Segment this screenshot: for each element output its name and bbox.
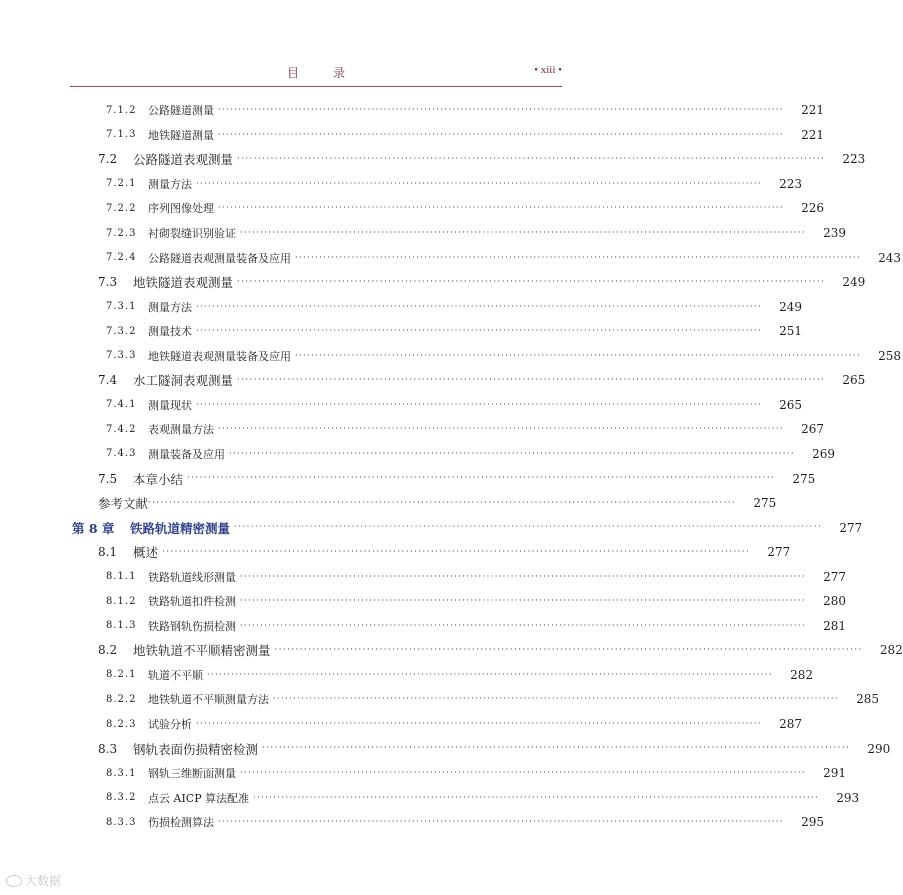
toc-entry[interactable] — [0, 294, 803, 319]
toc-entry-number: 7.3.3 — [106, 350, 137, 362]
toc-entry-title: 钢轨三维断面测量 — [148, 767, 236, 781]
toc-entry-page: 265 — [842, 373, 866, 388]
toc-entry-page: 277 — [767, 545, 791, 560]
toc-entry-number: 7.3.1 — [106, 301, 137, 313]
toc-entry[interactable] — [0, 172, 803, 197]
toc-entry-page: 223 — [779, 176, 803, 191]
toc-entry[interactable] — [0, 221, 847, 246]
toc-entry-title: 公路隧道表观测量 — [133, 152, 234, 168]
watermark-logo-icon — [6, 875, 22, 887]
toc-entry[interactable] — [0, 687, 880, 712]
toc-entry-number: 8.2.3 — [106, 718, 137, 730]
header-rule — [70, 86, 562, 87]
toc-dot-leader: ············································································································································ — [196, 719, 763, 728]
toc-dot-leader: ············································································································································ — [240, 228, 807, 237]
toc-dot-leader: ············································································································································ — [218, 817, 785, 827]
toc-entry[interactable] — [0, 245, 902, 270]
toc-entry-title: 公路隧道测量 — [148, 104, 214, 118]
toc-dot-leader: ············································································································································ — [162, 546, 751, 557]
watermark-text: 大数据 — [25, 874, 62, 888]
toc-entry-page: 269 — [812, 446, 836, 461]
toc-entry-title: 测量现状 — [148, 398, 192, 412]
toc-entry-title: 概述 — [133, 545, 159, 561]
toc-entry-number: 8.2 — [98, 643, 118, 658]
toc-dot-leader: ············································································································································ — [234, 522, 823, 533]
toc-entry-page: 282 — [790, 667, 814, 682]
toc-entry-title: 铁路钢轨伤损检测 — [148, 619, 236, 633]
toc-entry-title: 点云 AICP 算法配准 — [148, 791, 250, 805]
toc-entry[interactable] — [0, 515, 863, 540]
toc-entry-number: 7.5 — [98, 471, 118, 486]
toc-entry-page: 277 — [823, 569, 847, 584]
toc-dot-leader: ············································································································································ — [218, 203, 785, 213]
header-title: 目录 — [286, 66, 379, 80]
toc-entry-number: 7.2.4 — [106, 252, 137, 264]
toc-entry-title: 本章小结 — [133, 471, 184, 487]
toc-entry-page: 251 — [779, 324, 803, 339]
toc-entry[interactable] — [0, 466, 816, 491]
toc-dot-leader: ············································································································································ — [237, 375, 826, 386]
toc-entry-number: 8.3.2 — [106, 792, 137, 804]
toc-entry-number: 7.3 — [98, 275, 118, 290]
toc-entry-page: 282 — [879, 643, 903, 658]
toc-entry[interactable] — [0, 614, 847, 639]
toc-entry-number: 7.2.1 — [106, 178, 137, 190]
toc-entry[interactable] — [0, 712, 803, 737]
toc-entry-page: 221 — [801, 103, 825, 118]
toc-entry-page: 239 — [823, 226, 847, 240]
toc-entry-number: 第 8 章 — [72, 520, 115, 536]
toc-entry[interactable] — [0, 123, 825, 148]
toc-entry-title: 铁路轨道精密测量 — [130, 520, 231, 536]
toc-entry-title: 序列图像处理 — [148, 202, 214, 216]
toc-entry-number: 8.2.2 — [106, 693, 137, 705]
toc-dot-leader: ············································································································································ — [148, 497, 737, 508]
toc-dot-leader: ············································································································································ — [207, 669, 774, 679]
toc-entry[interactable] — [0, 442, 836, 467]
toc-dot-leader: ············································································································································ — [237, 276, 826, 287]
toc-entry[interactable] — [0, 491, 777, 516]
toc-entry-number: 7.1.2 — [106, 104, 137, 116]
toc-entry[interactable] — [0, 663, 814, 688]
toc-entry-number: 7.1.3 — [106, 129, 137, 141]
toc-entry[interactable] — [0, 344, 902, 369]
toc-dot-leader: ············································································································································ — [240, 596, 807, 606]
toc-entry-title: 轨道不平顺 — [148, 668, 203, 682]
toc-entry-title: 地铁轨道不平顺测量方法 — [148, 693, 269, 707]
toc-entry-number: 7.2.3 — [106, 227, 137, 239]
toc-dot-leader: ············································································································································ — [262, 743, 851, 754]
toc-entry-title: 试验分析 — [148, 718, 192, 731]
toc-dot-leader: ············································································································································ — [196, 178, 763, 188]
toc-entry-page: 249 — [779, 299, 803, 314]
toc-entry[interactable] — [0, 319, 803, 344]
toc-dot-leader: ············································································································································ — [237, 154, 826, 165]
toc-entry[interactable] — [0, 417, 825, 442]
toc-entry-title: 测量方法 — [148, 177, 192, 191]
toc-entry-page: 281 — [823, 618, 847, 633]
toc-dot-leader: ············································································································································ — [229, 448, 796, 458]
toc-dot-leader: ············································································································································ — [295, 252, 862, 262]
toc-entry-title: 铁路轨道扣件检测 — [148, 595, 236, 609]
toc-entry[interactable] — [0, 810, 825, 835]
toc-entry[interactable] — [0, 540, 791, 565]
toc-entry-number: 8.3.1 — [106, 767, 137, 779]
toc-entry-title: 公路隧道表观测量装备及应用 — [148, 251, 291, 265]
toc-entry-page: 243 — [878, 250, 902, 265]
toc-entry-page: 290 — [867, 741, 891, 756]
toc-entry-number: 8.1.2 — [106, 595, 137, 607]
toc-entry[interactable] — [0, 761, 847, 786]
toc-dot-leader: ············································································································································ — [196, 301, 763, 311]
toc-entry-page: 295 — [801, 815, 825, 830]
toc-entry-number: 8.1.1 — [106, 571, 137, 583]
toc-entry-title: 伤损检测算法 — [148, 816, 214, 830]
toc-entry-title: 地铁轨道不平顺精密测量 — [133, 643, 271, 659]
toc-entry-title: 地铁隧道表观测量 — [133, 275, 234, 291]
toc-dot-leader: ············································································································································ — [196, 326, 763, 336]
toc-dot-leader: ············································································································································ — [196, 399, 763, 409]
toc-dot-leader: ············································································································································ — [187, 473, 776, 484]
toc-entry-page: 221 — [801, 127, 825, 142]
header-page-number: • xiii • — [534, 64, 562, 76]
toc-dot-leader: ············································································································································ — [240, 571, 807, 581]
toc-entry-page: 223 — [842, 152, 866, 167]
toc-entry-page: 275 — [792, 471, 816, 486]
toc-entry-page: 275 — [753, 496, 777, 511]
toc-entry-number: 7.4 — [98, 373, 118, 388]
toc-entry-title: 表观测量方法 — [148, 423, 214, 437]
toc-dot-leader: ············································································································································ — [295, 350, 862, 360]
toc-entry-title: 参考文献 — [98, 496, 149, 512]
toc-entry-title: 地铁隧道测量 — [148, 128, 214, 142]
toc-entry[interactable] — [0, 589, 847, 614]
toc-entry-number: 7.3.2 — [106, 325, 137, 337]
toc-entry-number: 7.4.1 — [106, 399, 137, 411]
toc-entry-page: 277 — [839, 520, 863, 535]
toc-entry-number: 7.4.2 — [106, 423, 137, 435]
toc-dot-leader: ············································································································································ — [218, 129, 785, 139]
toc-entry-title: 水工隧洞表观测量 — [133, 373, 234, 389]
toc-entry-page: 267 — [801, 422, 825, 437]
toc-entry-page: 293 — [836, 790, 860, 805]
toc-dot-leader: ············································································································································ — [240, 768, 807, 778]
toc-entry-number: 8.2.1 — [106, 669, 137, 681]
toc-entry-title: 衬砌裂缝识别验证 — [148, 227, 236, 240]
toc-entry[interactable] — [0, 270, 866, 295]
toc-entry[interactable] — [0, 147, 866, 172]
toc-entry-number: 7.4.3 — [106, 448, 137, 460]
toc-entry-number: 8.1 — [98, 545, 118, 560]
toc-dot-leader: ············································································································································ — [273, 694, 840, 704]
toc-entry-page: 258 — [878, 348, 902, 363]
toc-entry-title: 测量技术 — [148, 325, 192, 339]
toc-entry[interactable] — [0, 196, 825, 221]
toc-entry-page: 285 — [856, 692, 880, 707]
toc-entry-page: 226 — [801, 201, 825, 216]
toc-entry-page: 291 — [823, 766, 847, 781]
toc-entry-title: 铁路轨道线形测量 — [148, 570, 236, 584]
toc-entry-page: 287 — [779, 717, 803, 731]
toc-dot-leader: ············································································································································ — [218, 105, 785, 115]
toc-entry[interactable] — [0, 368, 866, 393]
toc-entry-title: 测量方法 — [148, 300, 192, 314]
toc-dot-leader: ············································································································································ — [274, 645, 863, 656]
running-header — [70, 64, 562, 88]
toc-dot-leader: ············································································································································ — [240, 620, 807, 630]
toc-entry-number: 8.1.3 — [106, 620, 137, 632]
toc-entry-page: 249 — [842, 275, 866, 290]
toc-entry[interactable] — [0, 638, 903, 663]
toc-entry-page: 265 — [779, 397, 803, 412]
toc-entry-page: 280 — [823, 594, 847, 609]
toc-entry[interactable] — [0, 393, 803, 418]
toc-entry-title: 地铁隧道表观测量装备及应用 — [148, 349, 291, 363]
toc-entry-number: 7.2 — [98, 152, 118, 167]
toc-dot-leader: ············································································································································ — [253, 792, 820, 802]
toc-entry[interactable] — [0, 736, 891, 761]
toc-entry-title: 钢轨表面伤损精密检测 — [133, 741, 259, 757]
watermark — [6, 872, 61, 889]
toc-entry[interactable] — [0, 785, 860, 810]
toc-entry-number: 8.3.3 — [106, 816, 137, 828]
toc-entry-number: 8.3 — [98, 741, 118, 756]
toc-entry[interactable] — [0, 564, 847, 589]
toc-entry-number: 7.2.2 — [106, 202, 137, 214]
toc-entry-title: 测量装备及应用 — [148, 447, 225, 461]
toc-dot-leader: ············································································································································ — [218, 424, 785, 434]
toc-entry[interactable] — [0, 98, 825, 123]
